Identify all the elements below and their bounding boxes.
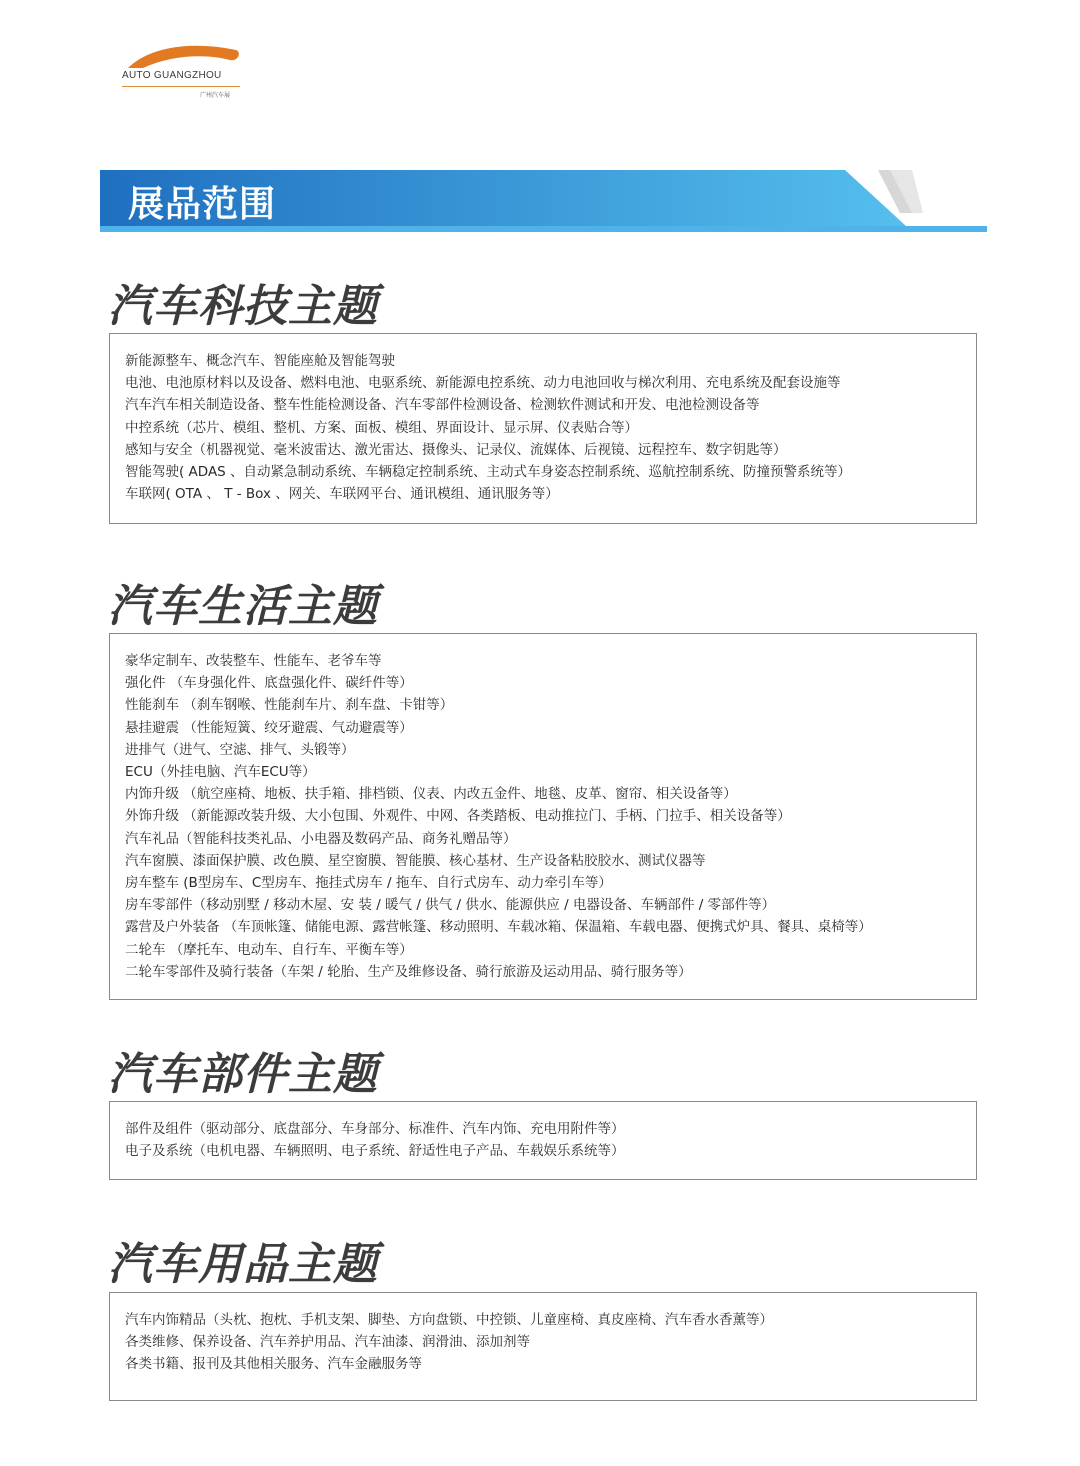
list-item: 汽车窗膜、漆面保护膜、改色膜、星空窗膜、智能膜、核心基材、生产设备粘胶胶水、测试仪器等 bbox=[125, 852, 706, 869]
list-item: 房车零部件（移动别墅 / 移动木屋、安 装 / 暖气 / 供气 / 供水、能源供应 / 电器设备、车辆部件 / 零部件等） bbox=[125, 897, 776, 914]
list-item: 汽车礼品（智能科技类礼品、小电器及数码产品、商务礼赠品等） bbox=[125, 830, 517, 847]
list-item: 豪华定制车、改装整车、性能车、老爷车等 bbox=[125, 653, 382, 669]
list-item: 感知与安全（机器视觉、毫米波雷达、激光雷达、摄像头、记录仪、流媒体、后视镜、远程控车、数字钥匙等） bbox=[125, 441, 787, 458]
list-item: 进排气（进气、空滤、排气、头锻等） bbox=[125, 741, 355, 758]
section-title-tech: 汽车科技主题 bbox=[108, 281, 378, 332]
list-item: 中控系统（芯片、模组、整机、方案、面板、模组、界面设计、显示屏、仪表贴合等） bbox=[125, 419, 638, 436]
list-item: 各类维修、保养设备、汽车养护用品、汽车油漆、润滑油、添加剂等 bbox=[125, 1334, 530, 1351]
logo-swoosh-icon bbox=[118, 40, 248, 70]
list-item: 汽车内饰精品（头枕、抱枕、手机支架、脚垫、方向盘锁、中控锁、儿童座椅、真皮座椅、汽车香水香薰等） bbox=[125, 1312, 773, 1328]
list-item: 智能驾驶( ADAS 、自动紧急制动系统、车辆稳定控制系统、主动式车身姿态控制系统、巡航控制系统、防撞预警系统等） bbox=[125, 464, 852, 481]
list-item: 电池、电池原材料以及设备、燃料电池、电驱系统、新能源电控系统、动力电池回收与梯次利用、充电系统及配套设施等 bbox=[125, 375, 841, 392]
section-box-parts bbox=[109, 1101, 977, 1180]
section-title-accessories: 汽车用品主题 bbox=[108, 1239, 378, 1290]
logo-text: AUTO GUANGZHOU bbox=[122, 70, 222, 81]
list-item: 外饰升级 （新能源改装升级、大小包围、外观件、中网、各类踏板、电动推拉门、手柄、门拉手、相关设备等） bbox=[125, 808, 791, 825]
list-item: ECU（外挂电脑、汽车ECU等） bbox=[125, 764, 316, 781]
brand-logo bbox=[118, 40, 248, 102]
list-item: 内饰升级 （航空座椅、地板、扶手箱、排档锁、仪表、内改五金件、地毯、皮革、窗帘、相关设备等） bbox=[125, 786, 737, 803]
section-title-life: 汽车生活主题 bbox=[108, 581, 378, 632]
list-item: 房车整车 (B型房车、C型房车、拖挂式房车 / 拖车、自行式房车、动力牵引车等） bbox=[125, 875, 612, 892]
list-item: 部件及组件（驱动部分、底盘部分、车身部分、标准件、汽车内饰、充电用附件等） bbox=[125, 1121, 625, 1137]
list-item: 二轮车 （摩托车、电动车、自行车、平衡车等） bbox=[125, 941, 413, 958]
section-box-life bbox=[109, 633, 977, 1000]
list-item: 露营及户外装备 （车顶帐篷、储能电源、露营帐篷、移动照明、车载冰箱、保温箱、车载电器、便携式炉具、餐具、桌椅等） bbox=[125, 919, 872, 936]
logo-subtitle: 广州汽车展 bbox=[200, 92, 231, 99]
section-banner bbox=[100, 168, 987, 234]
list-item: 汽车汽车相关制造设备、整车性能检测设备、汽车零部件检测设备、检测软件测试和开发、电池检测设备等 bbox=[125, 397, 760, 414]
section-box-accessories bbox=[109, 1292, 977, 1401]
list-item: 各类书籍、报刊及其他相关服务、汽车金融服务等 bbox=[125, 1356, 422, 1373]
list-item: 新能源整车、概念汽车、智能座舱及智能驾驶 bbox=[125, 353, 395, 369]
list-item: 悬挂避震 （性能短簧、绞牙避震、气动避震等） bbox=[125, 719, 413, 736]
section-title-parts: 汽车部件主题 bbox=[108, 1049, 378, 1100]
list-item: 电子及系统（电机电器、车辆照明、电子系统、舒适性电子产品、车载娱乐系统等） bbox=[125, 1143, 625, 1160]
page-title: 展品范围 bbox=[128, 184, 277, 225]
list-item: 性能刹车 （刹车钢喉、性能刹车片、刹车盘、卡钳等） bbox=[125, 697, 454, 714]
list-item: 二轮车零部件及骑行装备（车架 / 轮胎、生产及维修设备、骑行旅游及运动用品、骑行服务等） bbox=[125, 963, 692, 980]
list-item: 车联网( OTA 、 T - Box 、网关、车联网平台、通讯模组、通讯服务等） bbox=[125, 486, 559, 503]
list-item: 强化件 （车身强化件、底盘强化件、碳纤件等） bbox=[125, 675, 413, 692]
logo-underline bbox=[122, 86, 240, 87]
section-box-tech bbox=[109, 333, 977, 524]
